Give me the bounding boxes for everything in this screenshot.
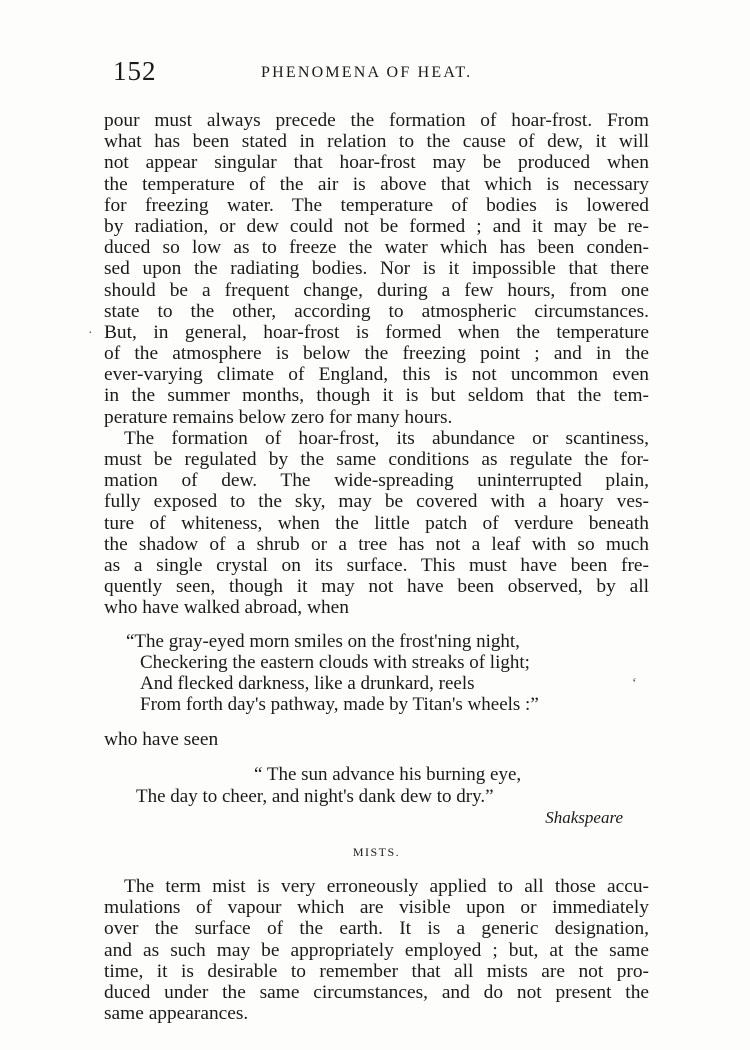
- text-line: not appear singular that hoar-frost may be produced when: [104, 152, 649, 174]
- paragraph-mists: [104, 876, 649, 1024]
- text-line: for freezing water. The temperature of bodies is lowered: [104, 194, 649, 216]
- text-line: quently seen, though it may not have been observed, by all: [104, 576, 649, 598]
- poem-quotation-1: [104, 631, 649, 716]
- text-line: mulations of vapour which are visible upon or immediately: [104, 897, 649, 919]
- text-line: over the surface of the earth. It is a generic designation,: [104, 918, 649, 940]
- text-line: perature remains below zero for many hours.: [104, 406, 453, 428]
- text-line: and as such may be appropriately employed ; but, at the same: [104, 939, 649, 961]
- text-line: The formation of hoar-frost, its abundance or scantiness,: [124, 427, 649, 449]
- text-line: the temperature of the air is above that which is necessary: [104, 173, 649, 195]
- quotation-attribution: Shakspeare: [545, 807, 623, 827]
- text-line: what has been stated in relation to the cause of dew, it will: [104, 131, 649, 153]
- text-line: ture of whiteness, when the little patch of verdure beneath: [104, 512, 649, 534]
- text-line: who have walked abroad, when: [104, 597, 349, 619]
- poem-line: The day to cheer, and night's dank dew to dry.”: [136, 785, 494, 807]
- text-line: duced under the same circumstances, and do not present the: [104, 981, 649, 1003]
- page-number: 152: [113, 56, 157, 86]
- poem-quotation-2: [104, 764, 649, 806]
- text-line: mation of dew. The wide-spreading uninterrupted plain,: [104, 470, 649, 492]
- text-line: of the atmosphere is below the freezing point ; and in the: [104, 343, 649, 365]
- page-body: [104, 110, 649, 1024]
- text-line: should be a frequent change, during a few hours, from one: [104, 279, 649, 301]
- text-line: duced so low as to freeze the water which has been conden-: [104, 237, 649, 259]
- text-line: the shadow of a shrub or a tree has not a leaf with so much: [104, 533, 649, 555]
- poem-line: From forth day's pathway, made by Titan's wheels :”: [140, 694, 539, 716]
- poem-line: “The gray-eyed morn smiles on the frost'ning night,: [126, 630, 520, 652]
- section-heading-mists: MISTS.: [352, 845, 401, 859]
- text-line: same appearances.: [104, 1003, 249, 1025]
- page-header: [113, 56, 653, 90]
- connector-line: who have seen: [104, 729, 219, 751]
- text-line: by radiation, or dew could not be formed ; and it may be re-: [104, 215, 649, 237]
- text-line: must be regulated by the same conditions as regulate the for-: [104, 449, 649, 470]
- text-line: state to the other, according to atmospheric circumstances.: [104, 300, 649, 322]
- paragraph-hoar-frost-formation: [104, 428, 649, 619]
- running-title: PHENOMENA OF HEAT.: [261, 64, 473, 81]
- margin-speck: ·: [88, 326, 93, 341]
- text-line: sed upon the radiating bodies. Nor is it impossible that there: [104, 258, 649, 280]
- text-line: fully exposed to the sky, may be covered with a hoary ves-: [104, 491, 649, 513]
- text-line: ever-varying climate of England, this is not uncommon even: [104, 364, 649, 386]
- text-line: But, in general, hoar-frost is formed when the temperature: [104, 321, 649, 343]
- paragraph-hoar-frost-conditions: [104, 110, 649, 428]
- text-line: in the summer months, though it is but seldom that the tem-: [104, 385, 649, 407]
- poem-line: Checkering the eastern clouds with streaks of light;: [140, 651, 530, 673]
- text-line: pour must always precede the formation of hoar-frost. From: [104, 110, 649, 131]
- text-line: The term mist is very erroneously applied to all those accu-: [124, 876, 649, 897]
- margin-speck: ‘: [632, 676, 637, 691]
- poem-line: And flecked darkness, like a drunkard, reels: [140, 672, 475, 694]
- text-line: as a single crystal on its surface. This must have been fre-: [104, 554, 649, 576]
- text-line: time, it is desirable to remember that all mists are not pro-: [104, 960, 649, 982]
- poem-line: “ The sun advance his burning eye,: [254, 764, 522, 786]
